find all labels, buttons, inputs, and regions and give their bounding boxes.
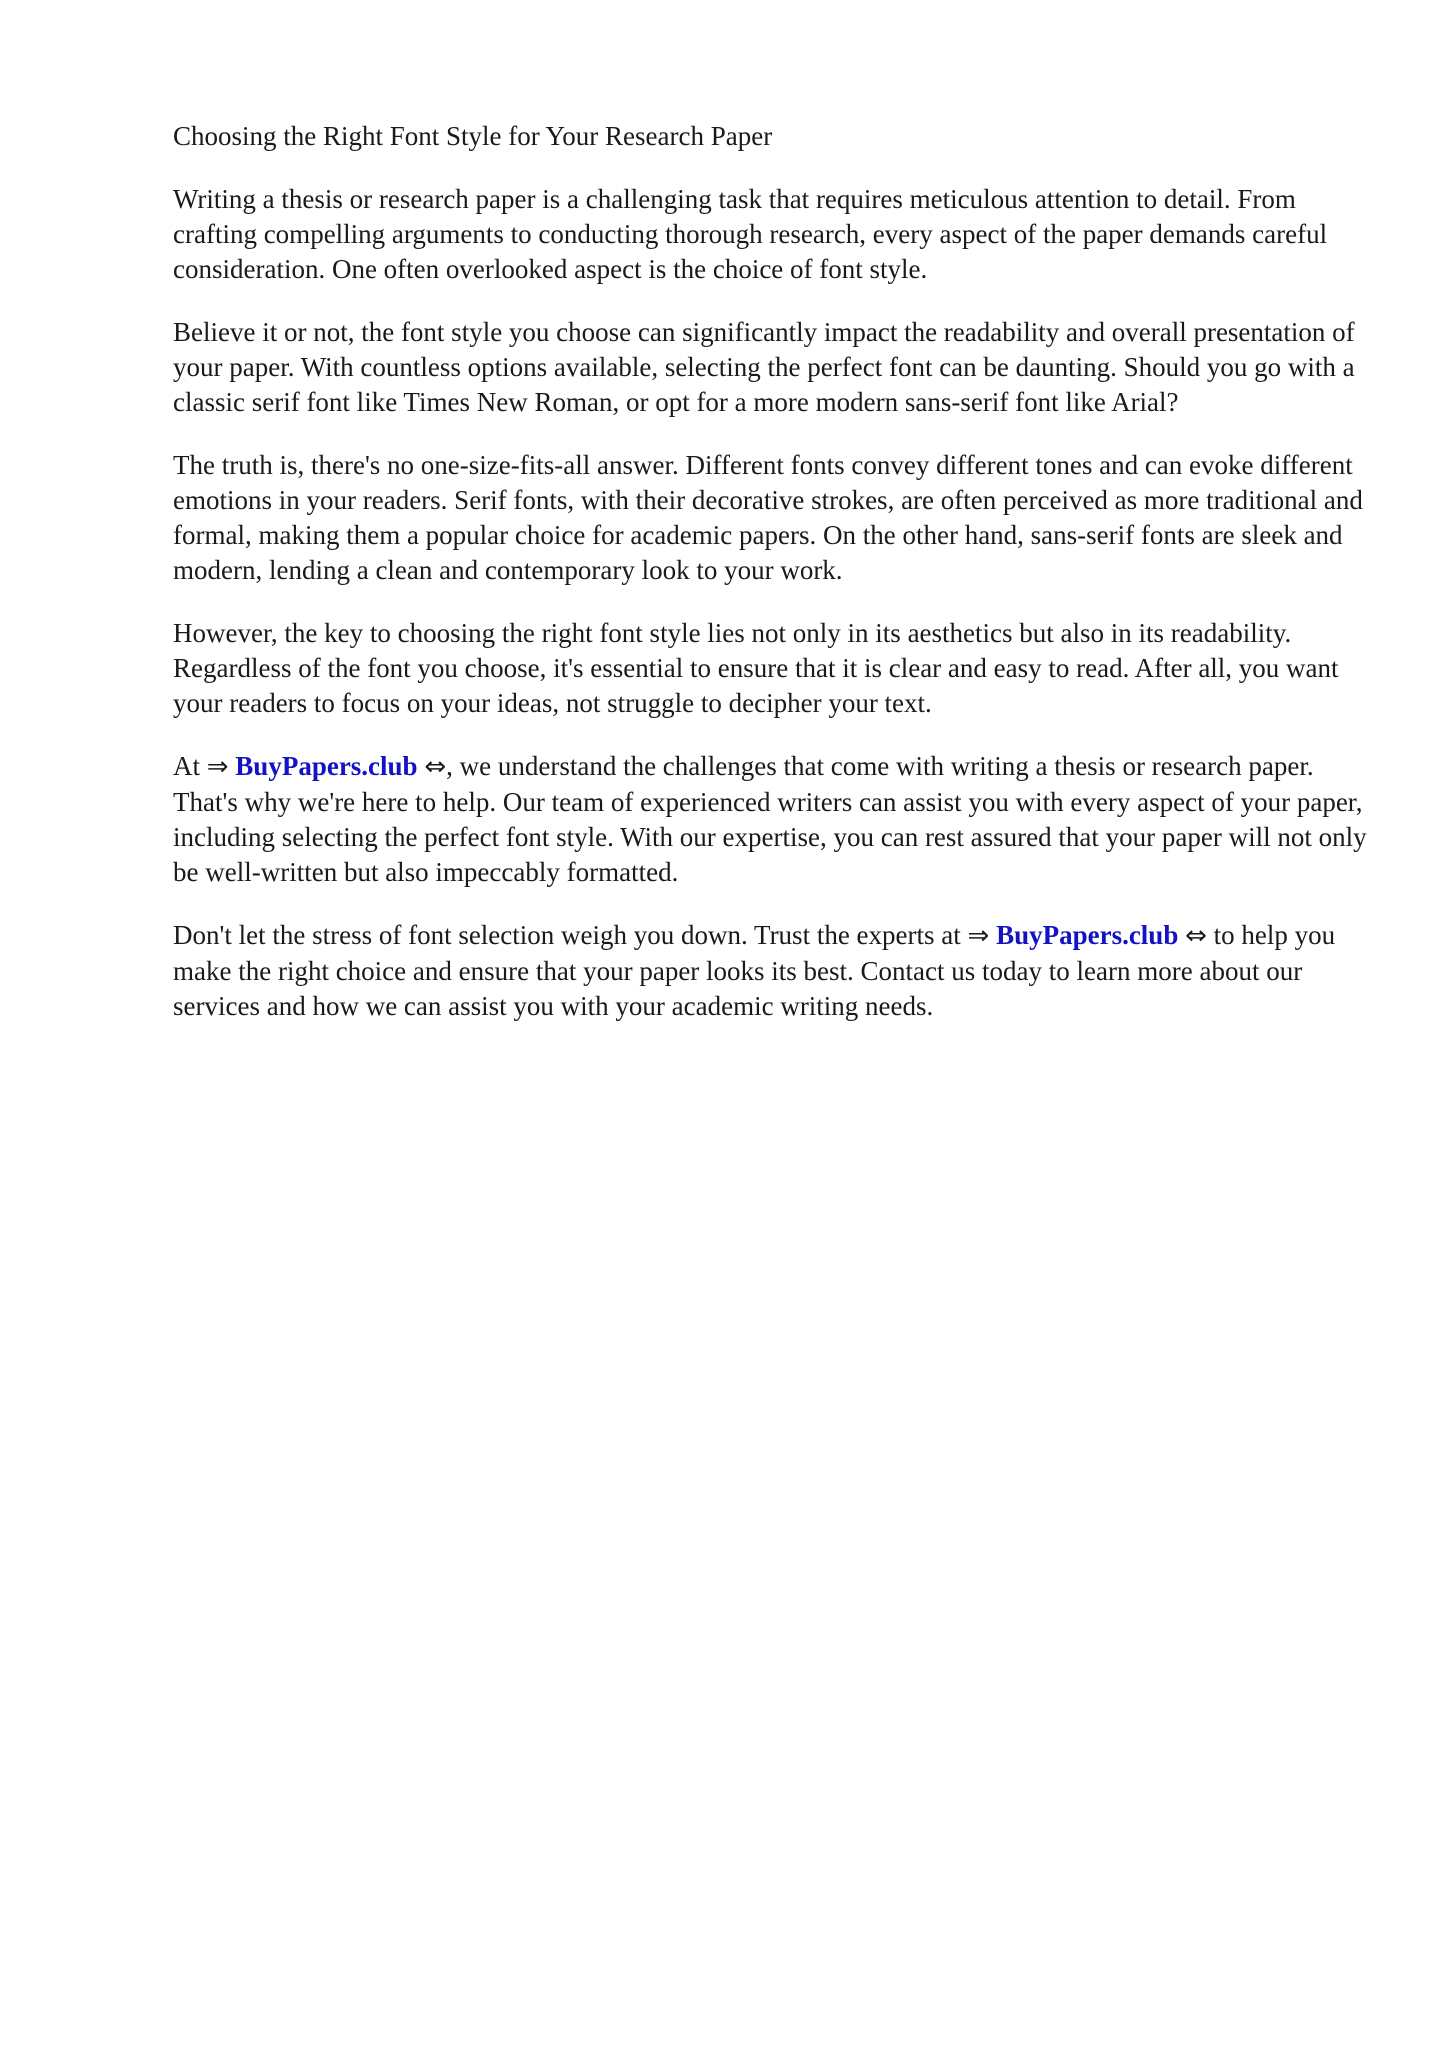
promo-text-after: , we understand the challenges that come with writing a thesis or research paper. That's why we're here to help. Our team of experienced writers can assist you with every aspect of your paper, including selecting the perfect font style. With our expertise, you can rest assured that your paper will not only be well-written but also impeccably formatted. <box>173 751 1367 887</box>
closing-text-before: Don't let the stress of font selection weigh you down. Trust the experts at <box>173 920 968 950</box>
paragraph-serif-vs-sans: The truth is, there's no one-size-fits-all answer. Different fonts convey different tones and can evoke different emotions in your readers. Serif fonts, with their decorative strokes, are often perceived as more traditional and formal, making them a popular choice for academic papers. On the other hand, sans-serif fonts are sleek and modern, lending a clean and contemporary look to your work. <box>173 450 1363 585</box>
double-arrow-icon: ⇔ <box>424 752 447 782</box>
paragraph-readability: However, the key to choosing the right font style lies not only in its aesthetics but also in its readability. Regardless of the font you choose, it's essential to ensure that it is clear and easy to read. After all, you want your readers to focus on your ideas, not struggle to decipher your text. <box>173 618 1339 718</box>
closing-text-after: to help you make the right choice and ensure that your paper looks its best. Contact us today to learn more about our services and how we can assist you with your academic writing needs. <box>173 920 1336 1021</box>
document-title: Choosing the Right Font Style for Your Research Paper <box>173 121 773 151</box>
buypapers-link[interactable]: BuyPapers.club <box>996 920 1179 950</box>
document-page <box>173 118 1373 1052</box>
paragraph-closing <box>173 918 1373 1024</box>
paragraph-intro: Writing a thesis or research paper is a challenging task that requires meticulous attention to detail. From crafting compelling arguments to conducting thorough research, every aspect of the paper demands careful consideration. One often overlooked aspect is the choice of font style. <box>173 184 1328 284</box>
double-arrow-icon: ⇔ <box>1185 921 1207 951</box>
paragraph-font-impact: Believe it or not, the font style you choose can significantly impact the readability and overall presentation of your paper. With countless options available, selecting the perfect font can be daunting. Should you go with a classic serif font like Times New Roman, or opt for a more modern sans-serif font like Arial? <box>173 317 1355 417</box>
right-arrow-icon: ⇒ <box>967 921 990 951</box>
right-arrow-icon: ⇒ <box>206 752 229 782</box>
promo-text-before: At <box>173 751 207 781</box>
paragraph-promo <box>173 749 1373 890</box>
buypapers-link[interactable]: BuyPapers.club <box>235 751 418 781</box>
